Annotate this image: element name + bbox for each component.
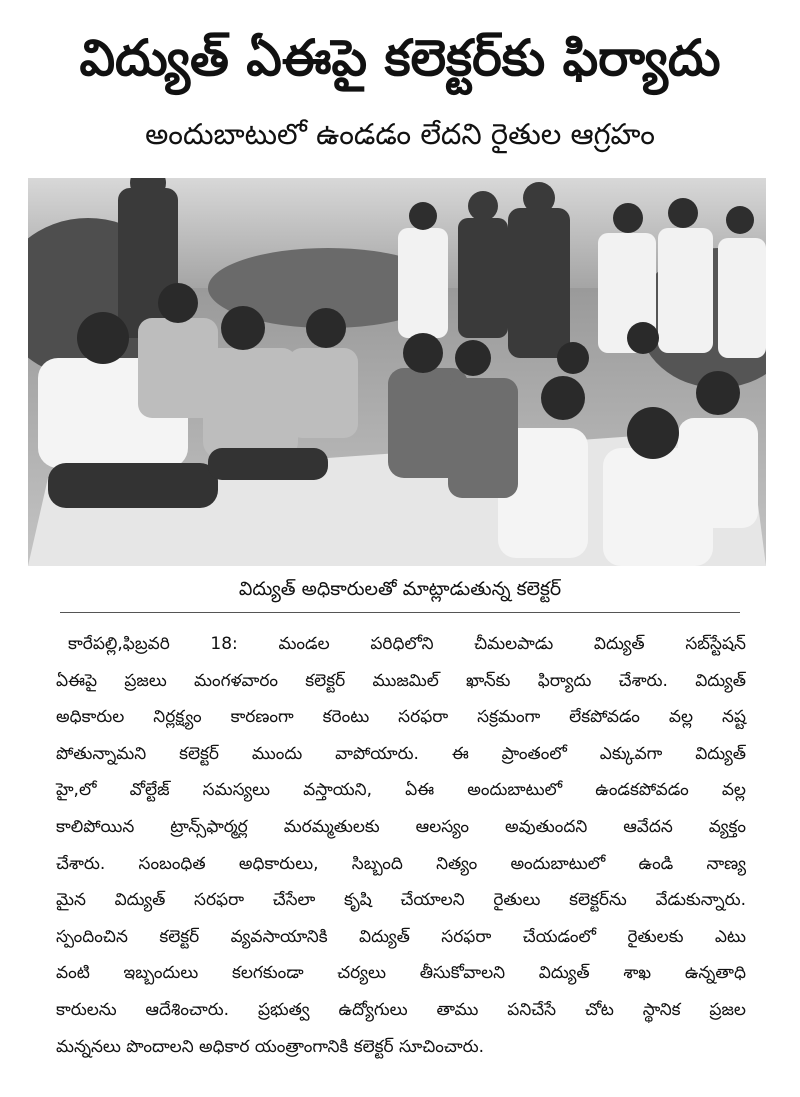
body-line: హై,లో వోల్టేజ్ సమస్యలు వస్తాయని, ఏఈ అందుబాటులో ఉండకపోవడం వల్ల bbox=[56, 780, 746, 801]
body-line: చేశారు. సంబంధిత అధికారులు, సిబ్బంది నిత్యం అందుబాటులో ఉండి నాణ్య bbox=[56, 853, 746, 874]
subheadline: అందుబాటులో ఉండడం లేదని రైతుల ఆగ్రహం bbox=[145, 117, 655, 151]
body-line: కాలిపోయిన ట్రాన్స్‌ఫార్మర్ల మరమ్మతులకు ఆలస్యం అవుతుందని ఆవేదన వ్యక్తం bbox=[56, 816, 746, 837]
body-line: కారులను ఆదేశించారు. ప్రభుత్వ ఉద్యోగులు తాము పనిచేసే చోట స్థానిక ప్రజల bbox=[56, 999, 746, 1020]
body-line: కారేపల్లి,ఫిబ్రవరి 18: మండల పరిధిలోని చీమలపాడు విద్యుత్ సబ్‌స్టేషన్ bbox=[68, 634, 746, 654]
body-line: అధికారుల నిర్లక్ష్యం కారణంగా కరెంటు సరఫరా సక్రమంగా లేకపోవడం వల్ల నష్ట bbox=[56, 707, 746, 728]
caption-divider bbox=[60, 612, 740, 613]
body-line: స్పందించిన కలెక్టర్ వ్యవసాయానికి విద్యుత్ సరఫరా చేయడంలో రైతులకు ఎటు bbox=[56, 926, 746, 947]
photo-caption: విద్యుత్ అధికారులతో మాట్లాడుతున్న కలెక్టర్ bbox=[238, 578, 562, 600]
body-line: ఏఈపై ప్రజలు మంగళవారం కలెక్టర్ ముజమిల్ ఖాన్‌కు ఫిర్యాదు చేశారు. విద్యుత్ bbox=[56, 670, 746, 691]
body-line: వంటి ఇబ్బందులు కలగకుండా చర్యలు తీసుకోవాలని విద్యుత్ శాఖ ఉన్నతాధి bbox=[56, 963, 746, 984]
body-line: మైన విద్యుత్ సరఫరా చేసేలా కృషి చేయాలని రైతులు కలెక్టర్‌ను వేడుకున్నారు. bbox=[56, 890, 746, 911]
body-line: మన్ననలు పొందాలని అధికార యంత్రాంగానికి కలెక్టర్ సూచించారు. bbox=[56, 1036, 485, 1057]
photo-illustration bbox=[28, 178, 766, 566]
article-body bbox=[56, 626, 746, 1065]
body-line: పోతున్నామని కలెక్టర్ ముందు వాపోయారు. ఈ ప్రాంతంలో ఎక్కువగా విద్యుత్ bbox=[56, 743, 746, 764]
headline: విద్యుత్ ఏఈపై కలెక్టర్‌కు ఫిర్యాదు bbox=[79, 29, 721, 87]
news-photo bbox=[28, 178, 766, 566]
